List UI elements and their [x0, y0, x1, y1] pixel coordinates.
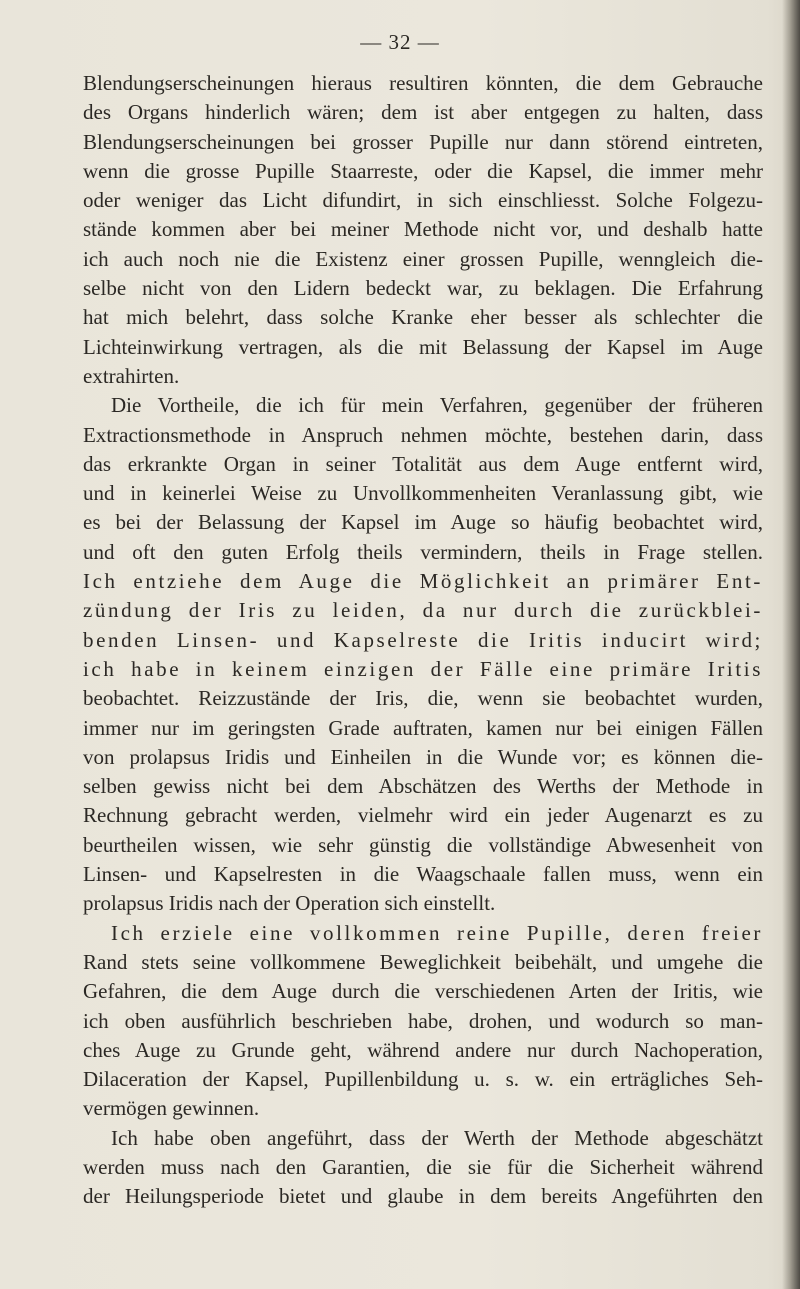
text-line: Blendungserscheinungen bei grosser Pupille nur dann störend eintreten, — [83, 129, 763, 154]
text-line: Die Vortheile, die ich für mein Verfahren, gegenüber der früheren — [111, 393, 763, 418]
text-line: Gefahren, die dem Auge durch die verschiedenen Arten der Iritis, wie — [83, 979, 763, 1004]
text-line: vermögen gewinnen. — [83, 1096, 260, 1121]
text-line: selben gewiss nicht bei dem Abschätzen des Werths der Methode in — [83, 774, 763, 799]
text-line: immer nur im geringsten Grade auftraten, kamen nur bei einigen Fällen — [83, 715, 763, 740]
text-line: beobachtet. Reizzustände der Iris, die, wenn sie beobachtet wurden, — [83, 686, 763, 711]
text-line: Blendungserscheinungen hieraus resultiren könnten, die dem Gebrauche — [83, 71, 763, 95]
text-line: benden Linsen- und Kapselreste die Iritis inducirt wird; — [83, 627, 763, 652]
body-text — [83, 69, 763, 1212]
text-line: stände kommen aber bei meiner Methode nicht vor, und deshalb hatte — [83, 217, 763, 242]
text-line: Rand stets seine vollkommene Beweglichkeit beibehält, und umgehe die — [83, 949, 763, 974]
text-line: das erkrankte Organ in seiner Totalität aus dem Auge entfernt wird, — [83, 451, 763, 476]
text-line: selbe nicht von den Lidern bedeckt war, zu beklagen. Die Erfahrung — [83, 276, 763, 301]
text-line: ich oben ausführlich beschrieben habe, drohen, und wodurch so man- — [83, 1008, 763, 1033]
page-edge-shadow — [782, 0, 800, 1289]
text-line: von prolapsus Iridis und Einheilen in die Wunde vor; es können die- — [83, 744, 763, 769]
text-line: Ich habe oben angeführt, dass der Werth der Methode abgeschätzt — [111, 1125, 763, 1150]
text-line: Ich entziehe dem Auge die Möglichkeit an primärer Ent- — [83, 569, 763, 594]
text-line: Rechnung gebracht werden, vielmehr wird ein jeder Augenarzt es zu — [83, 803, 763, 828]
page-number: — 32 — — [360, 30, 440, 54]
text-line: wenn die grosse Pupille Staarreste, oder die Kapsel, die immer mehr — [83, 158, 763, 183]
text-line: Dilaceration der Kapsel, Pupillenbildung u. s. w. ein erträgliches Seh- — [83, 1067, 763, 1092]
text-line: extrahirten. — [83, 363, 180, 388]
text-line: es bei der Belassung der Kapsel im Auge so häufig beobachtet wird, — [83, 510, 763, 535]
text-line: werden muss nach den Garantien, die sie für die Sicherheit während — [83, 1154, 763, 1179]
text-line: und oft den guten Erfolg theils vermindern, theils in Frage stellen. — [83, 539, 763, 564]
text-line: Extractionsmethode in Anspruch nehmen möchte, bestehen darin, dass — [83, 422, 763, 447]
text-line: prolapsus Iridis nach der Operation sich einstellt. — [83, 891, 496, 916]
text-line: des Organs hinderlich wären; dem ist aber entgegen zu halten, dass — [83, 100, 763, 125]
text-line: oder weniger das Licht difundirt, in sich einschliesst. Solche Folgezu- — [83, 188, 763, 213]
text-line: der Heilungsperiode bietet und glaube in dem bereits Angeführten den — [83, 1184, 763, 1209]
text-line: Lichteinwirkung vertragen, als die mit Belassung der Kapsel im Auge — [83, 334, 763, 359]
text-line: ich habe in keinem einzigen der Fälle eine primäre Iritis — [83, 656, 763, 681]
text-line: zündung der Iris zu leiden, da nur durch die zurückblei- — [83, 598, 763, 623]
text-line: Linsen- und Kapselresten in die Waagschaale fallen muss, wenn ein — [83, 862, 763, 887]
text-line: Ich erziele eine vollkommen reine Pupille, deren freier — [111, 920, 763, 945]
text-line: hat mich belehrt, dass solche Kranke eher besser als schlechter die — [83, 305, 763, 330]
text-line: beurtheilen wissen, wie sehr günstig die vollständige Abwesenheit von — [83, 832, 763, 857]
text-line: ich auch noch nie die Existenz einer grossen Pupille, wenngleich die- — [83, 246, 763, 271]
text-line: ches Auge zu Grunde geht, während andere nur durch Nachoperation, — [83, 1037, 763, 1062]
text-line: und in keinerlei Weise zu Unvollkommenheiten Veranlassung gibt, wie — [83, 481, 763, 506]
